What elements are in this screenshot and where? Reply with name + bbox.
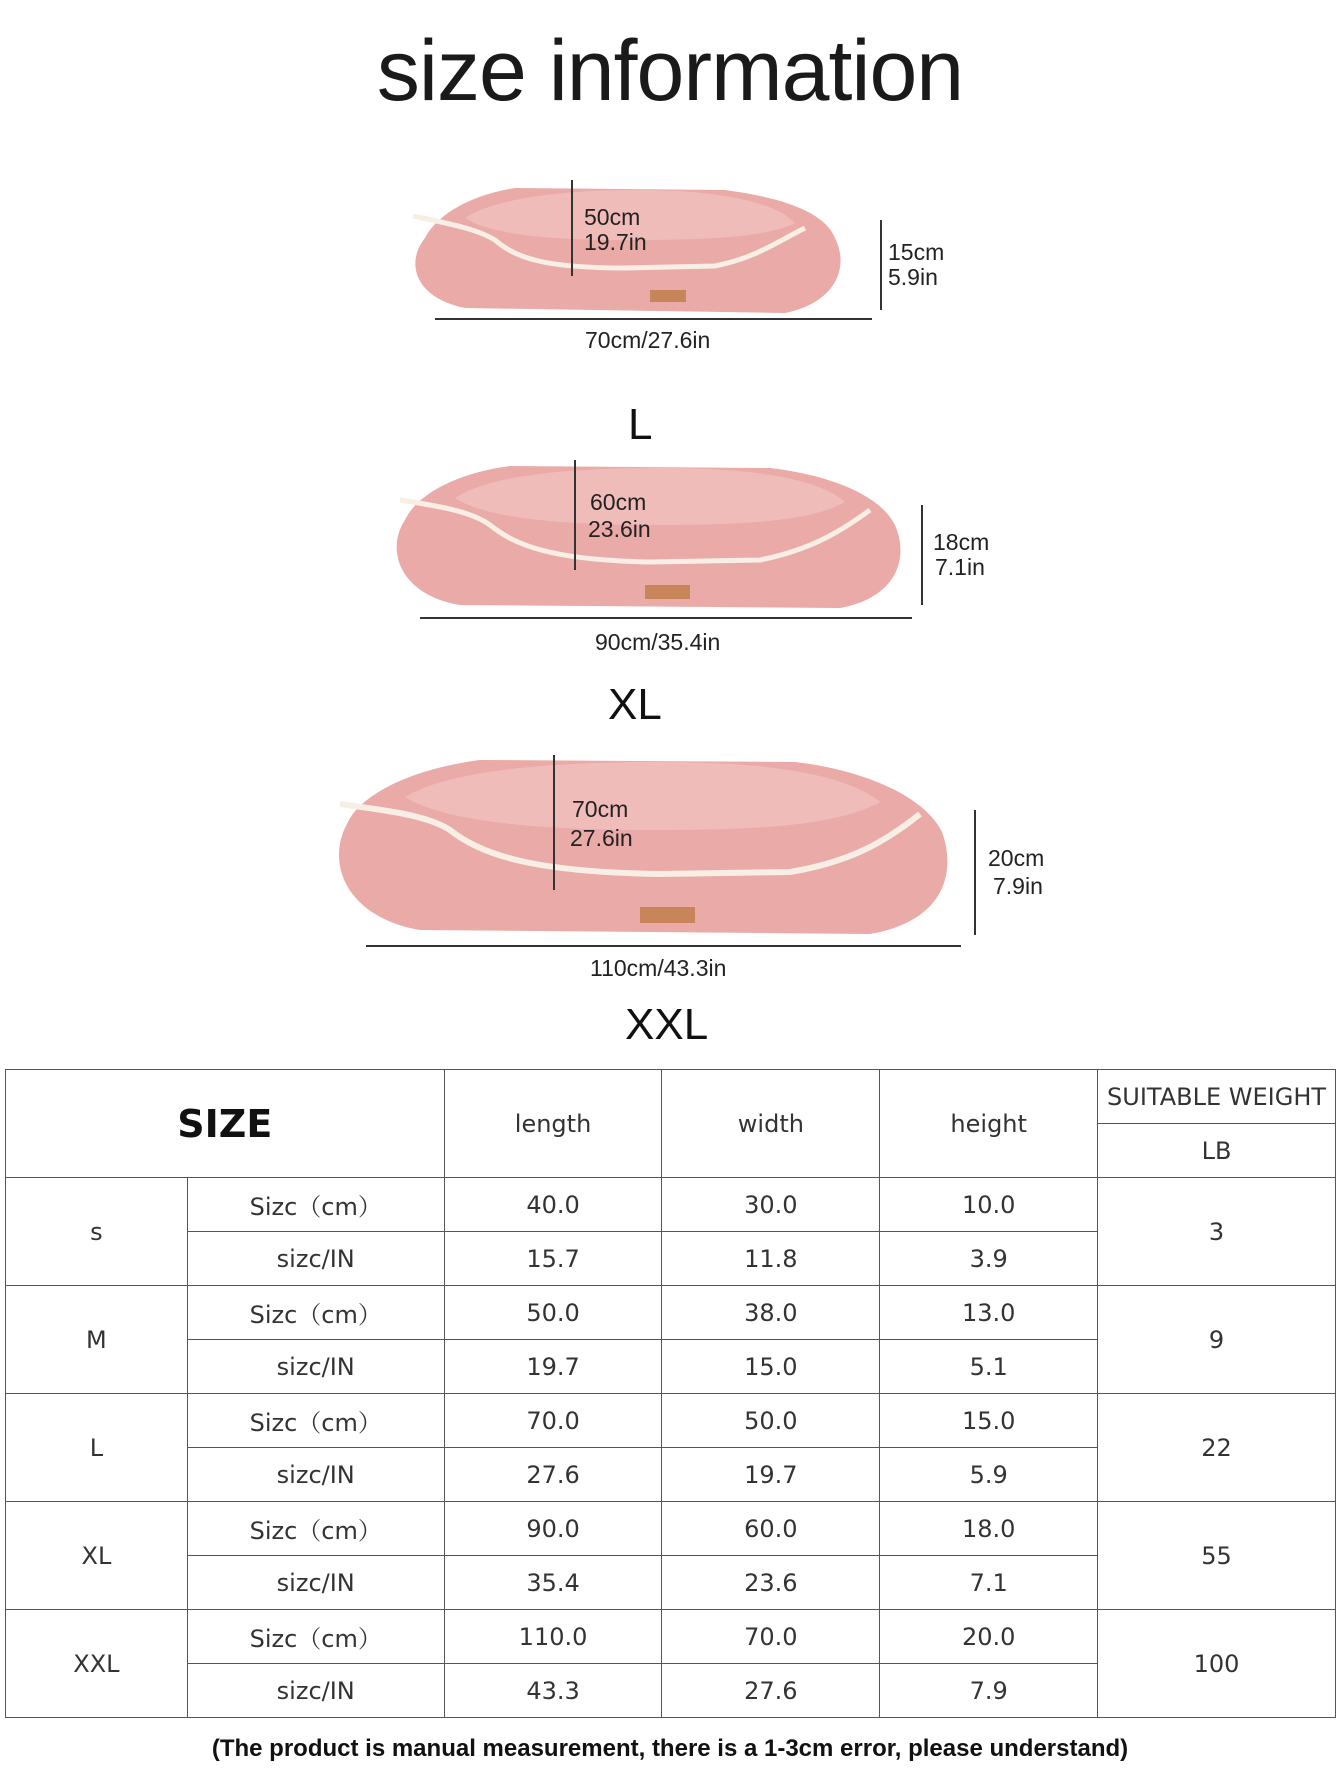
page-title: size information (376, 23, 964, 119)
bed-xxl-depth-cm: 70cm (572, 796, 629, 822)
bed-image-xl (390, 450, 920, 615)
cell-height-in: 5.9 (880, 1448, 1098, 1502)
cell-width-cm: 38.0 (662, 1286, 880, 1340)
bed-xxl-length: 110cm/43.3in (590, 955, 727, 981)
cell-height-in: 7.9 (880, 1664, 1098, 1718)
cell-weight: 9 (1098, 1286, 1336, 1394)
measurement-note: (The product is manual measurement, there is a 1-3cm error, please understand) (211, 1735, 1129, 1762)
cell-length-in: 43.3 (444, 1664, 662, 1718)
cell-height-in: 3.9 (880, 1232, 1098, 1286)
unit-in-label: sizc/IN (187, 1232, 444, 1286)
bed-xl-height-cm: 18cm (933, 529, 990, 555)
bed-xl-height-in: 7.1in (935, 554, 985, 580)
bed-xl-depth-in: 23.6in (588, 516, 651, 542)
cell-height-in: 7.1 (880, 1556, 1098, 1610)
bed-l-depth-in: 19.7in (584, 229, 647, 255)
cell-length-cm: 50.0 (444, 1286, 662, 1340)
cell-length-in: 35.4 (444, 1556, 662, 1610)
unit-cm-label: Sizc（cm） (187, 1394, 444, 1448)
cell-length-cm: 90.0 (444, 1502, 662, 1556)
cell-weight: 55 (1098, 1502, 1336, 1610)
bed-l-height-cm: 15cm (888, 239, 945, 265)
bed-xl-length: 90cm/35.4in (595, 629, 721, 655)
cell-height-cm: 15.0 (880, 1394, 1098, 1448)
cell-height-cm: 10.0 (880, 1178, 1098, 1232)
header-height: height (880, 1070, 1098, 1178)
cell-length-cm: 40.0 (444, 1178, 662, 1232)
bed-xxl-height-cm: 20cm (988, 845, 1045, 871)
header-weight-unit: LB (1098, 1124, 1336, 1178)
cell-width-in: 15.0 (662, 1340, 880, 1394)
table-row (6, 1502, 1336, 1556)
cell-width-in: 23.6 (662, 1556, 880, 1610)
cell-length-cm: 70.0 (444, 1394, 662, 1448)
bed-l-length: 70cm/27.6in (585, 327, 711, 353)
unit-cm-label: Sizc（cm） (187, 1178, 444, 1232)
size-label-xl: XL (608, 680, 662, 729)
bed-xl-depth-cm: 60cm (590, 489, 647, 515)
table-row (6, 1610, 1336, 1664)
size-table (5, 1069, 1336, 1718)
cell-weight: 100 (1098, 1610, 1336, 1718)
cell-height-in: 5.1 (880, 1340, 1098, 1394)
header-weight: SUITABLE WEIGHT (1098, 1070, 1336, 1124)
unit-cm-label: Sizc（cm） (187, 1286, 444, 1340)
size-name: XL (6, 1502, 188, 1610)
cell-width-cm: 60.0 (662, 1502, 880, 1556)
cell-length-in: 19.7 (444, 1340, 662, 1394)
unit-in-label: sizc/IN (187, 1340, 444, 1394)
cell-width-cm: 30.0 (662, 1178, 880, 1232)
cell-height-cm: 13.0 (880, 1286, 1098, 1340)
size-name: s (6, 1178, 188, 1286)
cell-width-in: 19.7 (662, 1448, 880, 1502)
header-width: width (662, 1070, 880, 1178)
unit-cm-label: Sizc（cm） (187, 1610, 444, 1664)
header-length: length (444, 1070, 662, 1178)
unit-in-label: sizc/IN (187, 1664, 444, 1718)
unit-in-label: sizc/IN (187, 1556, 444, 1610)
cell-length-in: 15.7 (444, 1232, 662, 1286)
cell-height-cm: 20.0 (880, 1610, 1098, 1664)
bed-image-xxl (330, 742, 970, 942)
cell-width-cm: 50.0 (662, 1394, 880, 1448)
size-label-l: L (628, 400, 653, 449)
cell-length-in: 27.6 (444, 1448, 662, 1502)
size-name: XXL (6, 1610, 188, 1718)
unit-in-label: sizc/IN (187, 1448, 444, 1502)
table-row (6, 1286, 1336, 1340)
size-name: M (6, 1286, 188, 1394)
header-size: SIZE (6, 1070, 445, 1178)
unit-cm-label: Sizc（cm） (187, 1502, 444, 1556)
cell-width-cm: 70.0 (662, 1610, 880, 1664)
cell-length-cm: 110.0 (444, 1610, 662, 1664)
cell-height-cm: 18.0 (880, 1502, 1098, 1556)
table-row (6, 1178, 1336, 1232)
size-label-xxl: XXL (625, 1000, 709, 1049)
bed-xxl-depth-in: 27.6in (570, 825, 633, 851)
cell-weight: 3 (1098, 1178, 1336, 1286)
bed-l-height-in: 5.9in (888, 264, 938, 290)
cell-weight: 22 (1098, 1394, 1336, 1502)
cell-width-in: 11.8 (662, 1232, 880, 1286)
size-name: L (6, 1394, 188, 1502)
cell-width-in: 27.6 (662, 1664, 880, 1718)
bed-l-depth-cm: 50cm (584, 204, 641, 230)
bed-xxl-height-in: 7.9in (993, 873, 1043, 899)
table-row (6, 1394, 1336, 1448)
